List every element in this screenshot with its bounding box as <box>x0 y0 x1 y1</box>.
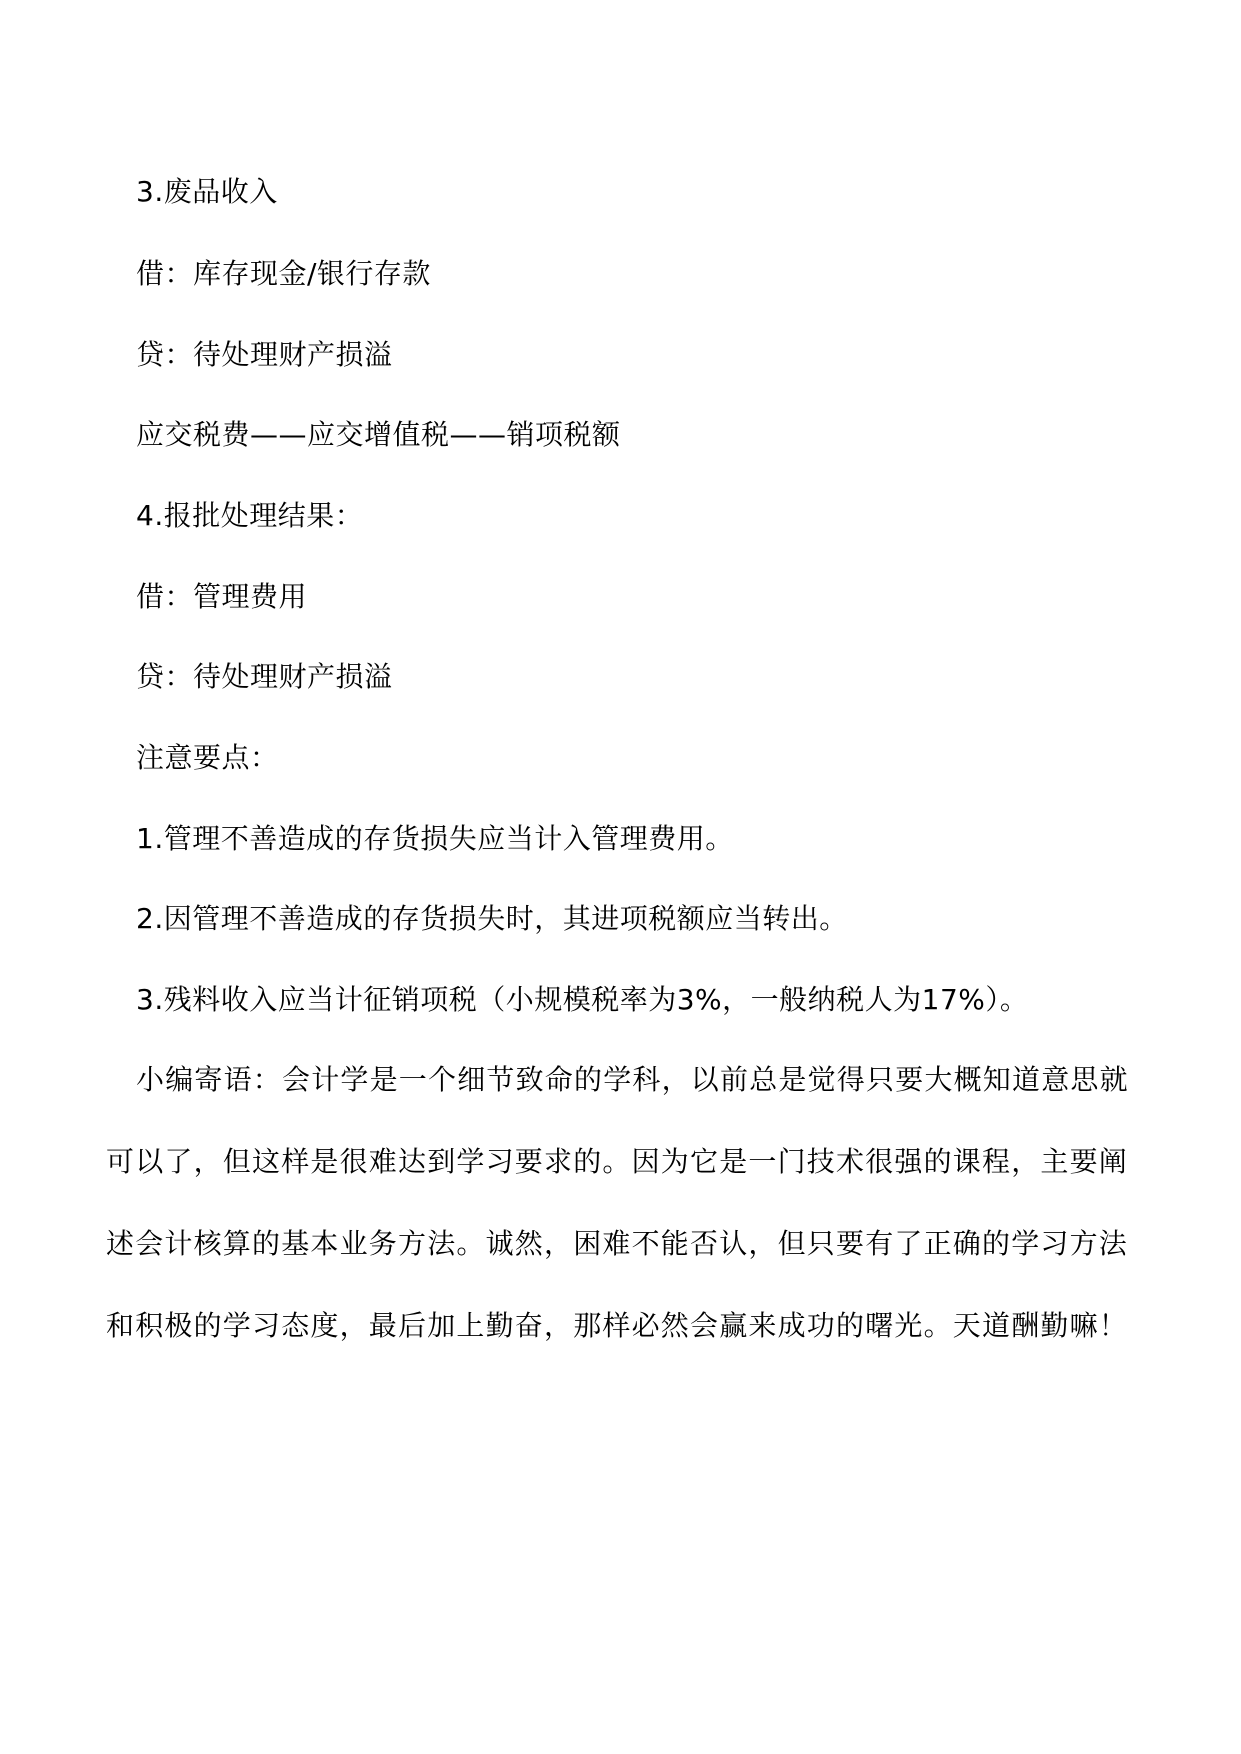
line-scrap-income: 3.废品收入 <box>136 175 278 208</box>
line-point-1: 1.管理不善造成的存货损失应当计入管理费用。 <box>136 822 734 855</box>
line-tax-payable: 应交税费——应交增值税——销项税额 <box>136 418 621 451</box>
line-key-points-heading: 注意要点： <box>136 741 279 774</box>
line-debit-cash: 借：库存现金/银行存款 <box>136 257 431 290</box>
closing-paragraph: 小编寄语：会计学是一个细节致命的学科，以前总是觉得只要大概知道意思就可以了，但这样是很难达到学习要求的。因为它是一门技术很强的课程，主要阐述会计核算的基本业务方法。诚然，困难不能否认，但只要有了正确的学习方法和积极的学习态度，最后加上勤奋，那样必然会赢来成功的曙光。天道酬勤嘛！ <box>106 1063 1129 1342</box>
line-point-3: 3.残料收入应当计征销项税（小规模税率为3%，一般纳税人为17%）。 <box>136 983 1029 1016</box>
line-debit-admin: 借：管理费用 <box>136 580 308 613</box>
line-credit-pending: 贷：待处理财产损溢 <box>136 338 393 371</box>
line-point-2: 2.因管理不善造成的存货损失时，其进项税额应当转出。 <box>136 902 848 935</box>
line-approval-result: 4.报批处理结果： <box>136 499 364 532</box>
line-credit-pending-2: 贷：待处理财产损溢 <box>136 660 393 693</box>
